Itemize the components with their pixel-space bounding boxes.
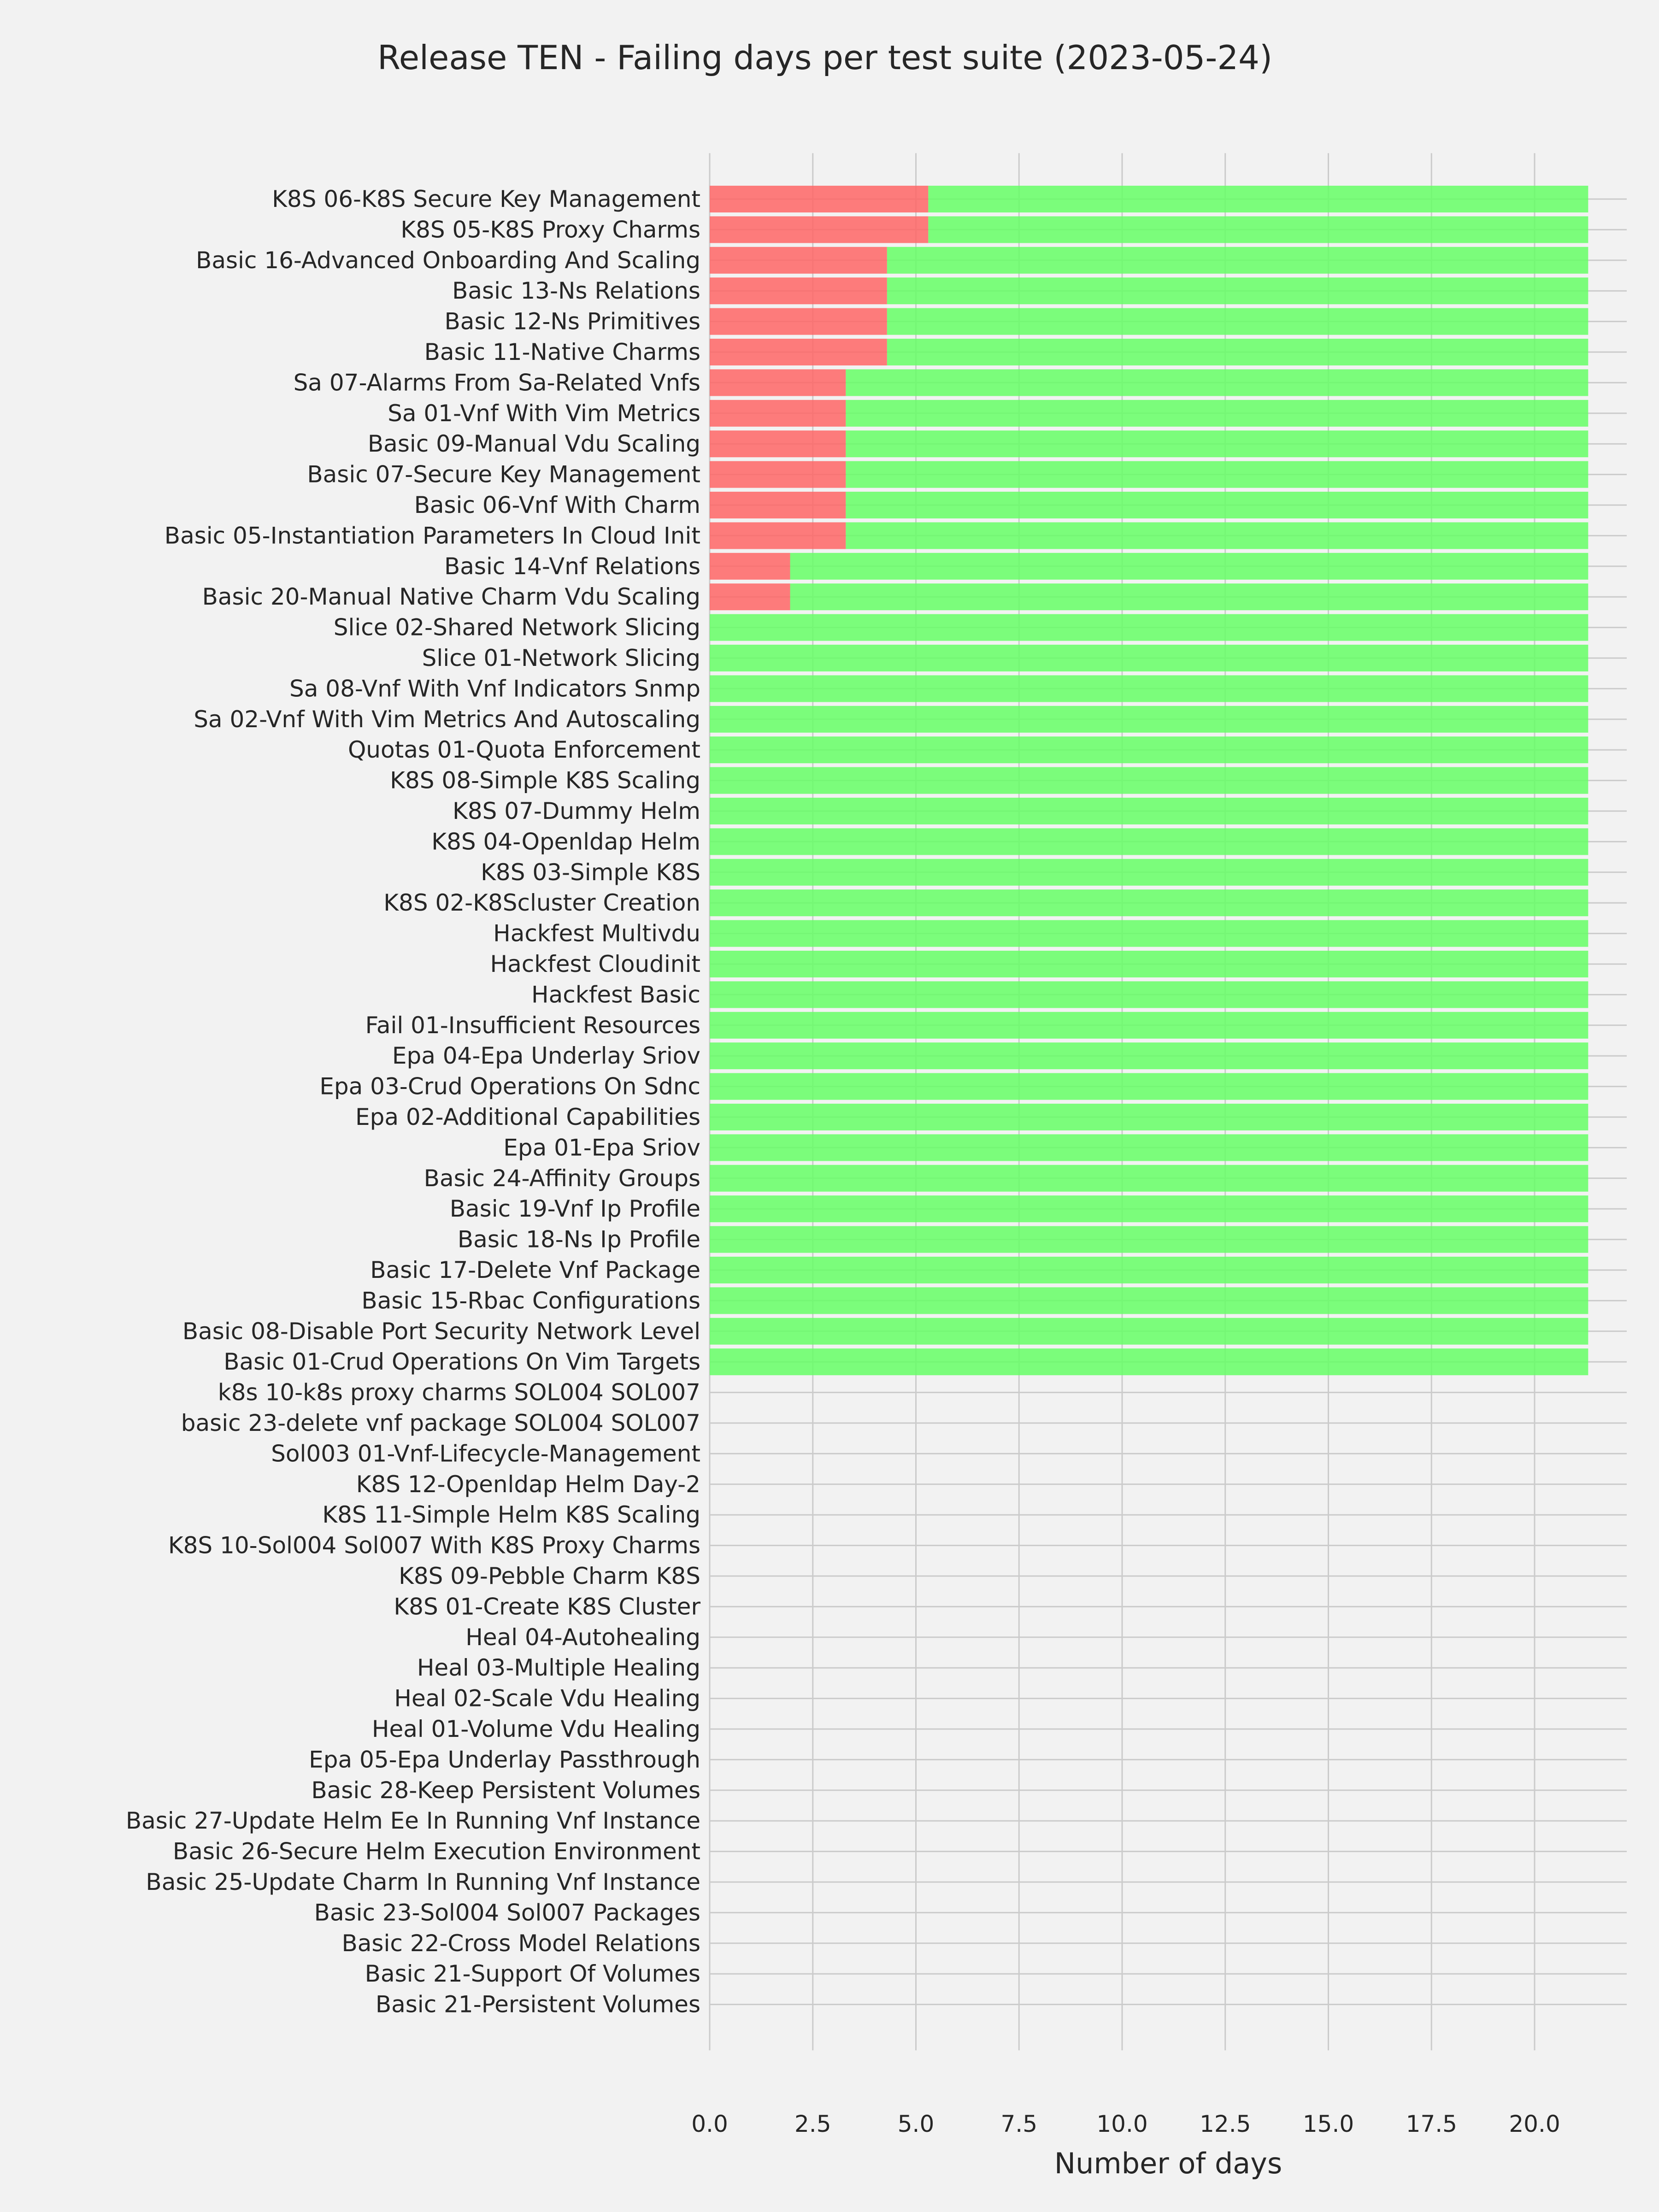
bar-passing-days (710, 614, 1588, 641)
category-label: Basic 09-Manual Vdu Scaling (367, 430, 700, 458)
category-label: K8S 03-Simple K8S (481, 859, 700, 886)
bar-passing-days (846, 430, 1588, 457)
x-tick-label: 17.5 (1406, 2111, 1457, 2137)
bar-passing-days (710, 1104, 1588, 1130)
category-label: Heal 03-Multiple Healing (417, 1654, 700, 1682)
bar-failing-days (710, 339, 887, 365)
category-label: Slice 02-Shared Network Slicing (333, 614, 700, 641)
category-label: Basic 21-Persistent Volumes (375, 1991, 700, 2018)
category-label: Basic 24-Affinity Groups (424, 1165, 700, 1192)
bar-passing-days (710, 1318, 1588, 1345)
category-label: K8S 12-Openldap Helm Day-2 (356, 1471, 700, 1498)
category-label: Heal 04-Autohealing (465, 1624, 700, 1651)
bar-passing-days (710, 889, 1588, 916)
category-label: k8s 10-k8s proxy charms SOL004 SOL007 (218, 1379, 700, 1406)
bar-passing-days (710, 675, 1588, 702)
category-label: K8S 09-Pebble Charm K8S (399, 1563, 700, 1589)
category-label: Basic 06-Vnf With Charm (414, 492, 700, 518)
bar-failing-days (710, 186, 928, 212)
bars-layer (710, 186, 1588, 1375)
bar-passing-days (846, 461, 1588, 488)
bar-failing-days (710, 430, 846, 457)
category-label: Basic 08-Disable Port Security Network Level (182, 1318, 700, 1345)
bar-passing-days (928, 186, 1588, 212)
bar-passing-days (710, 828, 1588, 855)
category-label: Basic 22-Cross Model Relations (341, 1930, 700, 1957)
bar-passing-days (710, 706, 1588, 733)
category-label: K8S 11-Simple Helm K8S Scaling (322, 1501, 700, 1529)
x-tick-label: 7.5 (1000, 2111, 1038, 2137)
bar-passing-days (846, 400, 1588, 427)
x-tick-label: 2.5 (794, 2111, 831, 2137)
category-label: K8S 06-K8S Secure Key Management (272, 186, 700, 212)
bar-passing-days (710, 1257, 1588, 1283)
category-label: Basic 11-Native Charms (424, 339, 700, 365)
category-label: Basic 15-Rbac Configurations (361, 1287, 700, 1314)
bar-passing-days (790, 553, 1588, 580)
bar-passing-days (710, 1348, 1588, 1375)
bar-passing-days (887, 308, 1588, 335)
category-label: Hackfest Multivdu (493, 920, 700, 947)
bar-failing-days (710, 583, 790, 610)
category-label: K8S 05-K8S Proxy Charms (400, 216, 700, 243)
bar-failing-days (710, 400, 846, 427)
category-label: Quotas 01-Quota Enforcement (347, 736, 700, 764)
bar-passing-days (710, 1287, 1588, 1314)
x-tick-label: 5.0 (897, 2111, 935, 2137)
category-label: Epa 04-Epa Underlay Sriov (392, 1042, 700, 1070)
category-label: Sa 02-Vnf With Vim Metrics And Autoscaling (194, 706, 700, 733)
bar-passing-days (710, 920, 1588, 947)
category-label: Heal 02-Scale Vdu Healing (394, 1685, 700, 1712)
x-tick-labels (691, 2111, 1560, 2137)
x-tick-label: 20.0 (1509, 2111, 1560, 2137)
bar-passing-days (887, 277, 1588, 304)
bar-passing-days (710, 1042, 1588, 1069)
category-label: Basic 17-Delete Vnf Package (370, 1257, 700, 1283)
category-label: Basic 26-Secure Helm Execution Environment (172, 1838, 700, 1865)
category-label: Epa 01-Epa Sriov (503, 1134, 700, 1161)
bar-failing-days (710, 492, 846, 518)
category-label: Basic 13-Ns Relations (452, 277, 700, 305)
bar-failing-days (710, 369, 846, 396)
bar-failing-days (710, 247, 887, 274)
category-label: Hackfest Basic (531, 981, 700, 1008)
category-label: Basic 18-Ns Ip Profile (457, 1226, 700, 1253)
category-label: Basic 20-Manual Native Charm Vdu Scaling (202, 583, 700, 611)
category-label: Basic 27-Update Helm Ee In Running Vnf Instance (125, 1807, 700, 1835)
category-label: Basic 05-Instantiation Parameters In Cloud Init (164, 522, 700, 549)
bar-passing-days (710, 736, 1588, 763)
bar-failing-days (710, 216, 928, 243)
bar-failing-days (710, 553, 790, 580)
bar-passing-days (887, 247, 1588, 274)
bar-passing-days (846, 492, 1588, 518)
category-label: K8S 01-Create K8S Cluster (394, 1593, 700, 1620)
category-label: Epa 02-Additional Capabilities (355, 1104, 700, 1130)
category-label: Slice 01-Network Slicing (422, 645, 700, 671)
category-label: K8S 07-Dummy Helm (453, 798, 700, 824)
category-label: Sa 08-Vnf With Vnf Indicators Snmp (289, 675, 700, 702)
category-label: Basic 19-Vnf Ip Profile (449, 1195, 700, 1223)
bar-passing-days (710, 1195, 1588, 1222)
bar-passing-days (710, 981, 1588, 1008)
x-tick-label: 0.0 (691, 2111, 728, 2137)
bar-passing-days (846, 369, 1588, 396)
category-label: Epa 03-Crud Operations On Sdnc (319, 1073, 700, 1100)
category-label: Sa 07-Alarms From Sa-Related Vnfs (293, 369, 700, 396)
category-label: Basic 25-Update Charm In Running Vnf Instance (146, 1869, 700, 1895)
category-label: Basic 21-Support Of Volumes (365, 1960, 700, 1988)
bar-passing-days (710, 1226, 1588, 1253)
bar-passing-days (710, 859, 1588, 886)
category-label: Basic 01-Crud Operations On Vim Targets (224, 1348, 700, 1376)
bar-failing-days (710, 277, 887, 304)
category-label: Fail 01-Insufficient Resources (365, 1012, 700, 1039)
bar-passing-days (928, 216, 1588, 243)
category-label: Basic 14-Vnf Relations (444, 553, 700, 580)
bar-passing-days (790, 583, 1588, 610)
category-label: K8S 10-Sol004 Sol007 With K8S Proxy Charms (168, 1532, 700, 1559)
category-label: basic 23-delete vnf package SOL004 SOL007 (181, 1410, 700, 1436)
bar-passing-days (710, 767, 1588, 794)
x-tick-label: 15.0 (1302, 2111, 1354, 2137)
category-label: K8S 04-Openldap Helm (431, 828, 700, 855)
category-label: Basic 23-Sol004 Sol007 Packages (314, 1899, 700, 1926)
category-label: Basic 16-Advanced Onboarding And Scaling (196, 247, 700, 274)
chart-title: Release TEN - Failing days per test suite (2023-05-24) (377, 38, 1273, 77)
x-tick-label: 12.5 (1200, 2111, 1251, 2137)
bar-passing-days (710, 1165, 1588, 1192)
x-tick-label: 10.0 (1096, 2111, 1148, 2137)
bar-passing-days (710, 1012, 1588, 1039)
category-label: Basic 28-Keep Persistent Volumes (311, 1777, 700, 1804)
category-label: K8S 02-K8Scluster Creation (383, 889, 700, 917)
category-label: Sol003 01-Vnf-Lifecycle-Management (271, 1440, 700, 1467)
x-axis-label: Number of days (1054, 2147, 1282, 2180)
bar-failing-days (710, 461, 846, 488)
category-label: Basic 07-Secure Key Management (307, 461, 700, 488)
bar-passing-days (710, 1073, 1588, 1100)
category-label: Heal 01-Volume Vdu Healing (371, 1716, 700, 1742)
category-label: K8S 08-Simple K8S Scaling (390, 767, 700, 794)
category-label: Basic 12-Ns Primitives (444, 308, 700, 335)
bar-passing-days (710, 951, 1588, 977)
bar-failing-days (710, 522, 846, 549)
category-label: Epa 05-Epa Underlay Passthrough (309, 1746, 700, 1773)
bar-passing-days (710, 1134, 1588, 1161)
category-label: Hackfest Cloudinit (490, 951, 700, 977)
bar-passing-days (710, 645, 1588, 671)
bar-passing-days (846, 522, 1588, 549)
bar-passing-days (710, 798, 1588, 824)
bar-passing-days (887, 339, 1588, 365)
bar-failing-days (710, 308, 887, 335)
category-label: Sa 01-Vnf With Vim Metrics (388, 400, 700, 427)
